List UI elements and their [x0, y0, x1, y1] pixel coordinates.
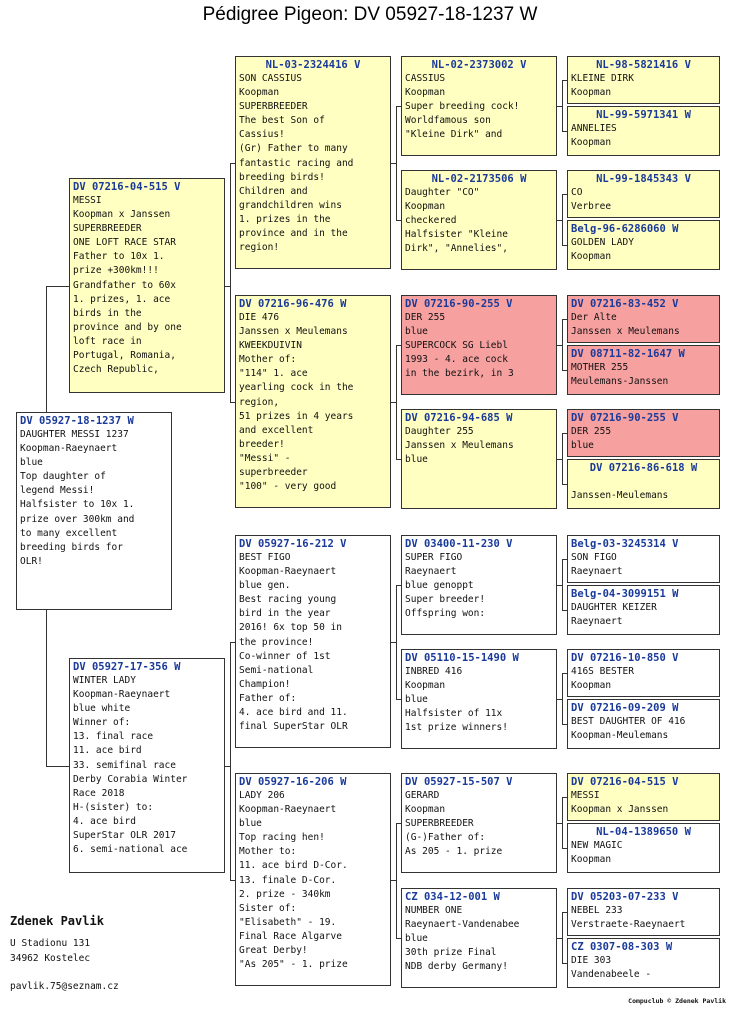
connector-line — [46, 286, 69, 287]
ring-number: DV 07216-90-255 V — [571, 412, 679, 424]
connector-line — [562, 370, 567, 371]
connector-line — [562, 559, 563, 611]
connector-line — [396, 220, 401, 221]
connector-line — [562, 673, 567, 674]
pigeon-card-sdsd[interactable] — [567, 345, 720, 395]
footer-credit: Compuclub © Zdenek Pavlik — [628, 997, 726, 1005]
connector-line — [557, 938, 562, 939]
connector-line — [562, 433, 567, 434]
connector-line — [396, 345, 401, 346]
ring-number: DV 05927-17-356 W — [73, 661, 181, 673]
pigeon-description: DER 255 blue SUPERCOCK SG Liebl 1993 - 4. ace cock in the bezirk, in 3 — [405, 312, 514, 380]
ring-number: DV 05110-15-1490 W — [405, 652, 519, 664]
connector-line — [396, 699, 401, 700]
ring-number: DV 07216-86-618 W — [589, 462, 698, 474]
pigeon-card-sds[interactable] — [401, 295, 557, 395]
pigeon-card-subject[interactable] — [16, 412, 172, 610]
pigeon-description: Janssen-Meulemans — [571, 490, 669, 502]
ring-number: NL-98-5821416 V — [596, 59, 691, 71]
pigeon-card-dss[interactable] — [401, 535, 557, 635]
ring-number: DV 07216-94-685 W — [405, 412, 513, 424]
pigeon-description: DAUGHTER MESSI 1237 Koopman-Raeynaert blue Top daughter of legend Messi! Halfsister to 10x 1. prize over 300km and to many excellent breeding birds for OLR! — [20, 429, 135, 567]
pigeon-card-ssds[interactable] — [567, 170, 720, 218]
ring-number: DV 08711-82-1647 W — [571, 348, 685, 360]
pigeon-card-dsds[interactable] — [567, 649, 720, 697]
connector-line — [557, 459, 562, 460]
pigeon-description: 416S BESTER Koopman — [571, 666, 634, 692]
pigeon-description: INBRED 416 Koopman blue Halfsister of 11x 1st prize winners! — [405, 666, 508, 734]
ring-number: DV 07216-83-452 V — [571, 298, 679, 310]
ring-number: NL-99-1845343 V — [596, 173, 691, 185]
connector-line — [562, 724, 567, 725]
pigeon-card-sddd[interactable] — [567, 459, 720, 509]
connector-line — [396, 106, 401, 107]
pigeon-card-ds[interactable] — [235, 535, 391, 748]
connector-line — [562, 80, 563, 132]
connector-line — [396, 823, 397, 939]
owner-name: Zdenek Pavlik — [10, 914, 104, 928]
connector-line — [562, 912, 567, 913]
connector-line — [562, 610, 567, 611]
connector-line — [562, 484, 567, 485]
pigeon-description: ANNELIES Koopman — [571, 123, 617, 149]
connector-line — [396, 938, 401, 939]
connector-line — [391, 880, 396, 881]
ring-number: DV 05203-07-233 V — [571, 891, 679, 903]
connector-line — [562, 433, 563, 485]
owner-email: pavlik.75@seznam.cz — [10, 981, 119, 992]
connector-line — [396, 585, 401, 586]
owner-street: U Stadionu 131 — [10, 938, 91, 949]
pigeon-description: NEW MAGIC Koopman — [571, 840, 623, 866]
ring-number: NL-03-2324416 V — [265, 59, 361, 71]
pigeon-description: BEST FIGO Koopman-Raeynaert blue gen. Best racing young bird in the year 2016! 6x top 50 in the province! Co-winner of 1st Semi-national Champion! Father of: 4. ace bird and 11. final SuperStar OLR — [239, 552, 348, 733]
pigeon-card-dssd[interactable] — [567, 585, 720, 635]
pigeon-card-ddss[interactable] — [567, 773, 720, 821]
connector-line — [391, 163, 396, 164]
pigeon-description: DIE 476 Janssen x Meulemans KWEEKDUIVIN Mother of: "114" 1. ace yearling cock in the region, 51 prizes in 4 years and excellent breeder! "Messi" - superbreeder "100" - very good — [239, 312, 354, 493]
ring-number: CZ 034-12-001 W — [405, 891, 500, 903]
pigeon-card-dddd[interactable] — [567, 938, 720, 988]
connector-line — [562, 673, 563, 725]
ring-number: NL-02-2373002 V — [431, 59, 527, 71]
pigeon-description: CASSIUS Koopman Super breeding cock! Worldfamous son "Kleine Dirk" and — [405, 73, 520, 141]
connector-line — [230, 642, 231, 881]
pigeon-card-ddd[interactable] — [401, 888, 557, 988]
connector-line — [562, 131, 567, 132]
connector-line — [562, 80, 567, 81]
connector-line — [557, 823, 562, 824]
connector-line — [225, 766, 230, 767]
ring-number: DV 07216-96-476 W — [239, 298, 347, 310]
connector-line — [391, 642, 396, 643]
pigeon-description: MESSI Koopman x Janssen SUPERBREEDER ONE LOFT RACE STAR Father to 10x 1. prize +300km!!! Grandfather to 60x 1. prizes, 1. ace birds in the province and by one loft race in Portugal, Romania, Czech Republic, — [73, 195, 182, 376]
pigeon-description: MESSI Koopman x Janssen — [571, 790, 669, 816]
connector-line — [562, 194, 567, 195]
pigeon-description: DIE 303 Vandenabeele - — [571, 955, 652, 981]
pigeon-card-ss[interactable] — [235, 56, 391, 269]
ring-number: DV 05927-18-1237 W — [20, 415, 134, 427]
ring-number: Belg-04-3099151 W — [571, 588, 679, 600]
connector-line — [230, 163, 235, 164]
pigeon-description: Der Alte Janssen x Meulemans — [571, 312, 680, 338]
ring-number: DV 07216-04-515 V — [571, 776, 679, 788]
pigeon-card-ssdd[interactable] — [567, 220, 720, 270]
connector-line — [396, 585, 397, 700]
connector-line — [230, 880, 235, 881]
ring-number: NL-99-5971341 W — [596, 109, 691, 121]
connector-line — [562, 194, 563, 246]
connector-line — [557, 585, 562, 586]
connector-line — [562, 912, 563, 964]
pigeon-description: GOLDEN LADY Koopman — [571, 237, 634, 263]
pigeon-description: Daughter "CO" Koopman checkered Halfsister "Kleine Dirk", "Annelies", — [405, 187, 508, 255]
connector-line — [557, 220, 562, 221]
ring-number: DV 05927-16-212 V — [239, 538, 347, 550]
pigeon-card-ddsd[interactable] — [567, 823, 720, 873]
ring-number: Belg-03-3245314 V — [571, 538, 679, 550]
ring-number: DV 03400-11-230 V — [405, 538, 513, 550]
page-title: Pédigree Pigeon: DV 05927-18-1237 W — [202, 4, 538, 25]
pigeon-card-sss[interactable] — [401, 56, 557, 156]
pigeon-description: CO Verbree — [571, 187, 612, 213]
connector-line — [230, 642, 235, 643]
connector-line — [396, 459, 401, 460]
pigeon-description: BEST DAUGHTER OF 416 Koopman-Meulemans — [571, 716, 686, 742]
ring-number: DV 07216-90-255 V — [405, 298, 513, 310]
connector-line — [396, 823, 401, 824]
ring-number: NL-02-2173506 W — [431, 173, 527, 185]
pigeon-description: NEBEL 233 Verstraete-Raeynaert — [571, 905, 686, 931]
ring-number: Belg-96-6286060 W — [571, 223, 679, 235]
connector-line — [557, 345, 562, 346]
ring-number: NL-04-1389650 W — [596, 826, 691, 838]
connector-line — [562, 319, 567, 320]
ring-number: DV 05927-15-507 V — [405, 776, 513, 788]
pigeon-card-dsdd[interactable] — [567, 699, 720, 749]
ring-number: DV 07216-10-850 V — [571, 652, 679, 664]
ring-number: DV 07216-09-209 W — [571, 702, 679, 714]
connector-line — [225, 286, 230, 287]
pigeon-description: DAUGHTER KEIZER Raeynaert — [571, 602, 657, 628]
owner-city: 34962 Kostelec — [10, 953, 91, 964]
pigeon-card-ssd[interactable] — [401, 170, 557, 270]
connector-line — [557, 699, 562, 700]
pigeon-card-sire[interactable] — [69, 178, 225, 393]
pigeon-description: SON FIGO Raeynaert — [571, 552, 623, 578]
ring-number: CZ 0307-08-303 W — [571, 941, 673, 953]
pigeon-description: KLEINE DIRK Koopman — [571, 73, 634, 99]
connector-line — [562, 319, 563, 371]
pigeon-description: DER 255 blue — [571, 426, 612, 452]
pigeon-description: LADY 206 Koopman-Raeynaert blue Top racing hen! Mother to: 11. ace bird D-Cor. 13. finale D-Cor. 2. prize - 340km Sister of: "Elisabeth" - 19. Final Race Algarve Great Derby! "As 205" - 1. prize — [239, 790, 348, 971]
connector-line — [562, 559, 567, 560]
connector-line — [391, 402, 396, 403]
connector-line — [562, 245, 567, 246]
connector-line — [562, 963, 567, 964]
pigeon-card-sdd[interactable] — [401, 409, 557, 509]
connector-line — [562, 797, 563, 849]
connector-line — [230, 402, 235, 403]
connector-line — [46, 610, 47, 766]
pigeon-card-sd[interactable] — [235, 295, 391, 508]
pigeon-card-sdds[interactable] — [567, 409, 720, 457]
pigeon-description: SON CASSIUS Koopman SUPERBREEDER The best Son of Cassius! (Gr) Father to many fantastic racing and breeding birds! Children and grandchildren wins 1. prizes in the province and in the region! — [239, 73, 354, 254]
pigeon-description: NUMBER ONE Raeynaert-Vandenabee blue 30th prize Final NDB derby Germany! — [405, 905, 520, 973]
pigeon-card-dds[interactable] — [401, 773, 557, 873]
connector-line — [396, 106, 397, 221]
pigeon-description: SUPER FIGO Raeynaert blue genoppt Super breeder! Offspring won: — [405, 552, 486, 620]
pigeon-card-ssss[interactable] — [567, 56, 720, 104]
pigeon-card-dsss[interactable] — [567, 535, 720, 583]
pigeon-card-dam[interactable] — [69, 658, 225, 873]
pigeon-card-sssd[interactable] — [567, 106, 720, 156]
connector-line — [396, 345, 397, 460]
pigeon-card-ddds[interactable] — [567, 888, 720, 936]
pigeon-card-sdss[interactable] — [567, 295, 720, 343]
ring-number: DV 07216-04-515 V — [73, 181, 181, 193]
pigeon-description: Daughter 255 Janssen x Meulemans blue — [405, 426, 514, 466]
connector-line — [230, 163, 231, 403]
ring-number: DV 05927-16-206 W — [239, 776, 347, 788]
connector-line — [46, 766, 69, 767]
pigeon-description: WINTER LADY Koopman-Raeynaert blue white Winner of: 13. final race 11. ace bird 33. semifinal race Derby Corabia Winter Race 2018 H-(sister) to: 4. ace bird SuperStar OLR 2017 6. semi-national ace — [73, 675, 188, 856]
connector-line — [562, 797, 567, 798]
connector-line — [562, 848, 567, 849]
pigeon-card-dsd[interactable] — [401, 649, 557, 749]
pigeon-card-dd[interactable] — [235, 773, 391, 986]
connector-line — [557, 106, 562, 107]
pigeon-description: MOTHER 255 Meulemans-Janssen — [571, 362, 669, 388]
connector-line — [46, 286, 47, 412]
pigeon-description: GERARD Koopman SUPERBREEDER (G-)Father of: As 205 - 1. prize — [405, 790, 503, 858]
